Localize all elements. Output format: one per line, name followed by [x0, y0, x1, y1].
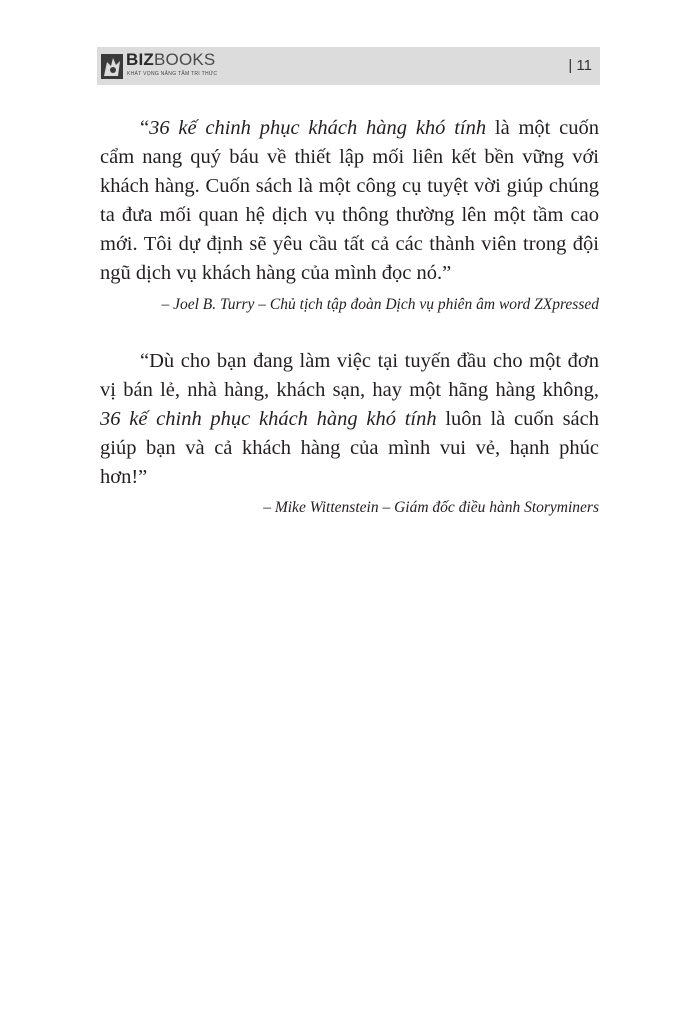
quote-attribution: – Mike Wittenstein – Giám đốc điều hành Storyminers	[263, 499, 599, 516]
running-header	[97, 47, 600, 85]
bizbooks-logo-icon	[101, 52, 125, 80]
quote-text: luôn là cuốn sách giúp bạn và cả khách hàng của mình vui vẻ, hạnh phúc hơn!”	[100, 408, 600, 488]
quote-text: “Dù cho bạn đang làm việc tại tuyến đầu cho một đơn vị bán lẻ, nhà hàng, khách sạn, hay một hãng hàng không,	[100, 350, 599, 401]
page-number: | 11	[568, 57, 592, 74]
testimonial-quote	[100, 114, 599, 288]
quote-open-mark: “	[140, 117, 150, 139]
testimonial-quote	[100, 347, 599, 492]
book-title: 36 kế chinh phục khách hàng khó tính	[149, 117, 487, 139]
brand-tagline: KHÁT VỌNG NÂNG TẦM TRI THỨC	[127, 71, 218, 77]
page-body	[100, 114, 599, 518]
quote-attribution: – Joel B. Turry – Chủ tịch tập đoàn Dịch vụ phiên âm word ZXpressed	[161, 296, 599, 313]
book-title: 36 kế chinh phục khách hàng khó tính	[100, 408, 437, 430]
brand-name	[126, 51, 215, 69]
quote-text: là một cuốn cẩm nang quý báu về thiết lập mối liên kết bền vững với khách hàng. Cuốn sách là một công cụ tuyệt vời giúp chúng ta đưa mối quan hệ dịch vụ thông thường lên một tầm cao mới. Tôi dự định sẽ yêu cầu tất cả các thành viên trong đội ngũ dịch vụ khách hàng của mình đọc nó.”	[100, 117, 599, 284]
brand-name-part1: BIZ	[126, 50, 154, 69]
brand-name-part2: BOOKS	[153, 50, 216, 69]
